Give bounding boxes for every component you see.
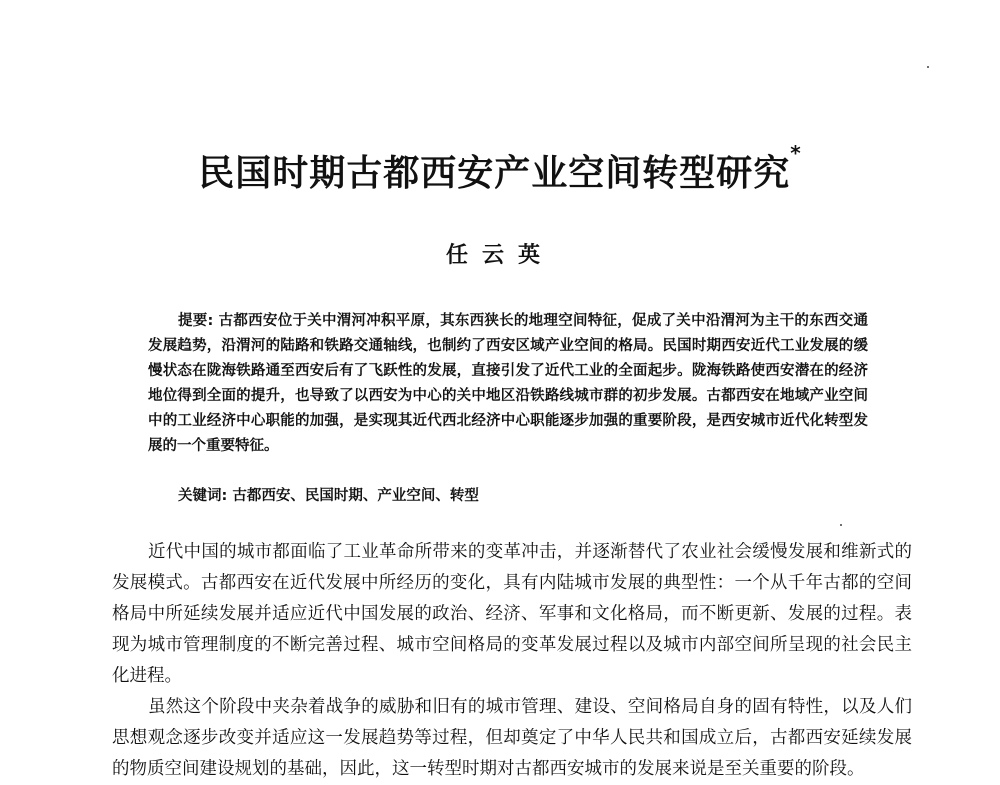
abstract-text: 古都西安位于关中渭河冲积平原，其东西狭长的地理空间特征，促成了关中沿渭河为主干的东西交通发展趋势，沿渭河的陆路和铁路交通轴线，也制约了西安区域产业空间的格局。民国时期西安近代工业发展的缓慢状态在陇海铁路通至西安后有了飞跃性的发展，直接引发了近代工业的全面起步。陇海铁路使西安潜在的经济地位得到全面的提升，也导致了以西安为中心的关中地区沿铁路线城市群的初步发展。古都西安在地域产业空间中的工业经济中心职能的加强，是实现其近代西北经济中心职能逐步加强的重要阶段，是西安城市近代化转型发展的一个重要特征。 bbox=[148, 313, 868, 454]
body-paragraph: 虽然这个阶段中夹杂着战争的威胁和旧有的城市管理、建设、空间格局自身的固有特性，以及人们思想观念逐步改变并适应这一发展趋势等过程，但却奠定了中华人民共和国成立后，古都西安延续发展的物质空间建设规划的基础，因此，这一转型时期对古都西安城市的发展来说是至关重要的阶段。 bbox=[112, 697, 912, 779]
body-paragraph: 近代中国的城市都面临了工业革命所带来的变革冲击，并逐渐替代了农业社会缓慢发展和维新式的发展模式。古都西安在近代发展中所经历的变化，具有内陆城市发展的典型性：一个从千年古都的空间格局中所延续发展并适应近代中国发展的政治、经济、军事和文化格局，而不断更新、发展的过程。表现为城市管理制度的不断完善过程、城市空间格局的变革发展过程以及城市内部空间所呈现的社会民主化进程。 bbox=[112, 542, 912, 686]
keywords-text: 古都西安、民国时期、产业空间、转型 bbox=[232, 488, 479, 504]
body-text bbox=[112, 537, 912, 785]
title-footnote-mark: * bbox=[790, 141, 802, 165]
scan-speck bbox=[927, 66, 929, 68]
title-text: 民国时期古都西安产业空间转型研究 bbox=[198, 153, 791, 194]
paper-title bbox=[0, 141, 1000, 196]
keywords bbox=[178, 484, 479, 505]
keywords-label: 关键词: bbox=[178, 488, 228, 504]
abstract bbox=[148, 309, 868, 459]
author-name: 任云英 bbox=[445, 243, 554, 268]
abstract-label: 提要: bbox=[178, 313, 214, 329]
scan-speck bbox=[840, 524, 842, 526]
